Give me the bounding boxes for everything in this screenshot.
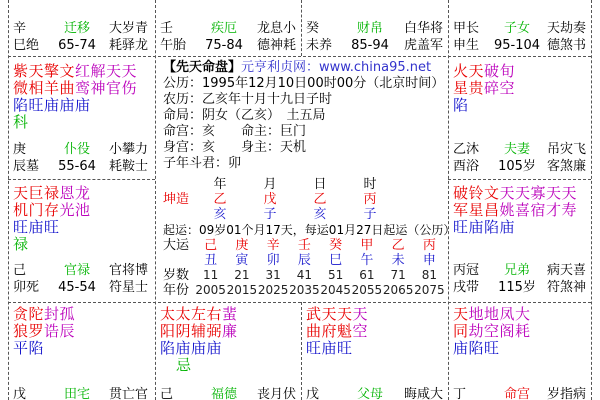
palace-shen-gods-2: 德煞书 — [547, 38, 587, 53]
year-value: 2075 — [414, 283, 445, 297]
bazi-header-row — [163, 177, 445, 192]
year-value: 2065 — [382, 283, 414, 297]
major-stars: 太太左右 — [160, 305, 223, 323]
palace-mao-name: 官禄 — [63, 263, 90, 278]
palace-zi-gods-1: 晦咸大 — [403, 387, 443, 400]
palace-si-info — [13, 20, 148, 54]
palace-zi-stars — [306, 306, 368, 357]
dayun-branches-row — [163, 253, 445, 268]
minor-stars: 恩龙 — [59, 184, 91, 202]
palace-chen-branch: 辰墓 — [13, 159, 40, 174]
palace-hai-gods-1: 岁指病 — [547, 387, 587, 400]
major-stars: 天巨禄 — [13, 184, 60, 202]
palace-mao-stars — [13, 185, 91, 253]
star-line — [453, 80, 515, 97]
age-value: 11 — [202, 268, 219, 282]
grid-line-col3-top — [301, 0, 302, 56]
minor-stars: 空 — [352, 322, 369, 340]
palace-wei-stem: 癸 — [306, 21, 320, 36]
palace-si-name: 迁移 — [63, 21, 90, 36]
year-value: 2045 — [320, 283, 351, 297]
brightness-ratings: 陷旺庙庙庙 — [13, 96, 91, 114]
age-value: 41 — [296, 268, 313, 282]
dayun-branch: 午 — [360, 253, 374, 268]
dayun-branch: 寅 — [235, 253, 249, 268]
palace-hai-stars — [453, 306, 531, 357]
palace-yin-stem: 戊 — [13, 387, 27, 400]
chart-title: 【先天命盘】 — [163, 60, 242, 75]
palace-chou-gods-1: 丧月伏 — [256, 387, 296, 400]
star-line — [13, 306, 75, 323]
star-line — [13, 63, 137, 80]
major-stars: 武天天 — [306, 305, 353, 323]
palace-wu-branch: 午胎 — [160, 38, 187, 53]
minor-stars: 破旬 — [484, 62, 516, 80]
center-panel — [163, 60, 456, 298]
palace-xu-stars — [453, 185, 577, 236]
age-value: 21 — [234, 268, 250, 282]
gregorian-date: 公历：1995年12月10日00时00分（北京时间） — [163, 76, 445, 91]
palace-you-name: 夫妻 — [503, 142, 530, 157]
palace-wei-gods-1: 白华将 — [403, 21, 443, 36]
palace-wu-gods-1: 龙息小 — [256, 21, 296, 36]
palace-chen-name: 仆役 — [63, 142, 90, 157]
col-month: 月 — [263, 177, 277, 192]
palace-zi-info — [306, 386, 443, 400]
dayun-label: 大运 — [163, 238, 190, 253]
bazi-stem: 戊 — [263, 192, 277, 207]
year-value: 2055 — [351, 283, 383, 297]
grid-line-row3 — [8, 302, 591, 303]
palace-shen-info — [453, 20, 586, 54]
brightness-ratings: 庙陷旺 — [453, 339, 500, 357]
brightness-ratings: 旺庙旺 — [306, 339, 353, 357]
grid-line-right — [591, 0, 592, 400]
palace-hai-stem: 丁 — [453, 387, 467, 400]
palace-yin-name: 田宅 — [63, 387, 90, 400]
lunar-date: 农历：乙亥年十月十九日子时 — [163, 92, 333, 107]
palace-si-stem: 辛 — [13, 21, 27, 36]
major-stars: 狼罗 — [13, 322, 45, 340]
star-line — [453, 63, 515, 80]
palace-xu-info — [453, 262, 586, 296]
star-line — [453, 202, 577, 219]
grid-line-row1 — [8, 56, 591, 57]
bazi-stems-row — [163, 192, 445, 207]
palace-chou-stem: 己 — [160, 387, 174, 400]
palace-xu-name: 兄弟 — [503, 263, 530, 278]
age-label: 岁数 — [163, 268, 190, 283]
palace-you-info — [453, 141, 586, 175]
ming-gong: 命宫：亥 命主：巨门 — [163, 124, 307, 139]
age-row — [163, 268, 445, 283]
site-name: 元亨利贞网： — [241, 60, 320, 75]
minor-stars: 廉 — [222, 322, 238, 340]
palace-si-branch: 巳绝 — [13, 38, 40, 53]
major-stars: 火天 — [453, 62, 485, 80]
star-line — [306, 323, 368, 340]
ming-ju: 命局：阴女（乙亥） 土五局 — [163, 108, 326, 123]
dayun-stem: 丙 — [422, 238, 436, 253]
palace-wu-age: 75-84 — [205, 38, 243, 53]
major-stars: 同 — [453, 322, 469, 340]
grid-line-row2-right — [448, 179, 591, 180]
palace-mao-age: 45-54 — [58, 280, 96, 295]
bazi-stem: 乙 — [313, 192, 327, 207]
palace-shen-branch: 申生 — [453, 38, 480, 53]
minor-stars: 姚喜宿才寿 — [499, 201, 578, 219]
star-line — [306, 306, 368, 323]
palace-si-age: 65-74 — [58, 38, 96, 53]
bazi-branches-row — [163, 207, 445, 222]
palace-you-stars — [453, 63, 515, 114]
palace-shen-name: 子女 — [503, 21, 530, 36]
palace-shen-gods-1: 天劫奏 — [547, 21, 587, 36]
minor-stars: 劫空阁耗 — [468, 322, 531, 340]
major-stars: 紫天擎文 — [13, 62, 76, 80]
palace-shen-age: 95-104 — [493, 38, 541, 53]
palace-xu-age: 115岁 — [498, 280, 536, 295]
palace-chou-info — [160, 386, 296, 400]
palace-chen-stem: 庚 — [13, 142, 27, 157]
major-stars: 破铃文 — [453, 184, 500, 202]
bazi-branch: 亥 — [213, 207, 227, 222]
sihua-ji: 忌 — [176, 356, 192, 374]
col-day: 日 — [313, 177, 327, 192]
palace-you-gods-1: 吊灾飞 — [547, 142, 587, 157]
bazi-branch: 子 — [363, 207, 377, 222]
grid-line-col3-bottom — [301, 302, 302, 400]
star-line — [13, 80, 137, 97]
dayun-stem: 乙 — [391, 238, 405, 253]
star-line — [453, 306, 531, 323]
palace-zi-stem: 戊 — [306, 387, 320, 400]
site-url[interactable]: www.china95.net — [319, 60, 432, 75]
dayun-stem: 癸 — [329, 238, 343, 253]
star-line — [453, 185, 577, 202]
palace-mao-gods-2: 符星士 — [108, 280, 148, 295]
palace-mao-stem: 己 — [13, 263, 27, 278]
palace-xu-branch: 戌带 — [453, 280, 480, 295]
title-line — [163, 60, 445, 76]
dayun-stem: 庚 — [235, 238, 249, 253]
year-value: 2005 — [195, 283, 226, 297]
minor-stars: 鸾神官伤 — [75, 79, 138, 97]
palace-chen-gods-2: 耗鞍士 — [108, 159, 148, 174]
bazi-stem: 丙 — [363, 192, 377, 207]
major-stars: 天 — [453, 305, 469, 323]
year-label: 年份 — [163, 283, 190, 298]
palace-you-age: 105岁 — [498, 159, 536, 174]
palace-wu-info — [160, 20, 296, 54]
palace-wei-name: 财帛 — [356, 21, 383, 36]
year-value: 2015 — [226, 283, 258, 297]
major-stars: 军星昌 — [453, 201, 500, 219]
palace-yin-info — [13, 386, 148, 400]
minor-stars: 诰辰 — [44, 322, 76, 340]
year-row — [163, 283, 445, 298]
palace-yin-stars — [13, 306, 75, 357]
minor-stars: 地地凤大 — [468, 305, 531, 323]
star-line — [453, 323, 531, 340]
age-value: 31 — [265, 268, 281, 282]
bazi-branch: 子 — [263, 207, 277, 222]
palace-hai-info — [453, 386, 586, 400]
palace-mao-info — [13, 262, 148, 296]
palace-shen-stem: 甲长 — [453, 21, 480, 36]
palace-wei-gods-2: 虎盖军 — [403, 38, 443, 53]
palace-wu-stem: 壬 — [160, 21, 174, 36]
dayun-branch: 卯 — [266, 253, 280, 268]
col-hour: 时 — [363, 177, 377, 192]
age-value: 71 — [390, 268, 406, 282]
dayun-stem: 壬 — [297, 238, 311, 253]
palace-wu-gods-2: 德神耗 — [256, 38, 296, 53]
sihua-ke: 科 — [13, 113, 29, 131]
palace-chen-gods-1: 小攀力 — [108, 142, 148, 157]
brightness-ratings: 旺庙旺 — [13, 218, 60, 236]
star-line — [13, 202, 91, 219]
grid-line-col4 — [448, 0, 449, 400]
major-stars: 星贵 — [453, 79, 485, 97]
grid-line-left — [8, 0, 9, 400]
brightness-ratings: 陷庙庙庙 — [160, 339, 223, 357]
palace-chen-age: 55-64 — [58, 159, 96, 174]
major-stars: 曲府魁 — [306, 322, 353, 340]
palace-xu-gods-1: 病天喜 — [547, 263, 587, 278]
dayun-branch: 巳 — [329, 253, 343, 268]
sihua-lu: 禄 — [13, 235, 29, 253]
palace-wei-branch: 未养 — [306, 38, 333, 53]
major-stars: 贪陀 — [13, 305, 45, 323]
year-value: 2025 — [257, 283, 289, 297]
palace-mao-branch: 卯死 — [13, 280, 40, 295]
palace-chou-name: 福德 — [210, 387, 237, 400]
bazi-stem: 乙 — [213, 192, 227, 207]
brightness-ratings: 旺庙陷庙 — [453, 218, 516, 236]
qiyun-line: 起运：09岁01个月17天，每运01月27日起运（公历） — [163, 223, 456, 237]
star-line — [160, 323, 238, 340]
palace-wei-info — [306, 20, 443, 54]
dayun-branch: 辰 — [297, 253, 311, 268]
palace-chen-info — [13, 141, 148, 175]
dayun-stem: 辛 — [266, 238, 280, 253]
star-line — [13, 185, 91, 202]
dayun-branch: 申 — [422, 253, 436, 268]
palace-you-gods-2: 客煞廉 — [547, 159, 587, 174]
palace-hai-name: 命宫 — [503, 387, 530, 400]
palace-mao-gods-1: 官将博 — [108, 263, 148, 278]
col-year: 年 — [213, 177, 227, 192]
brightness-ratings: 陷 — [453, 96, 469, 114]
palace-xu-stem: 丙冠 — [453, 263, 480, 278]
minor-stars: 天 — [352, 305, 369, 323]
palace-xu-gods-2: 符煞神 — [547, 280, 587, 295]
palace-wu-name: 疾厄 — [210, 21, 237, 36]
minor-stars: 天天寡天天 — [499, 184, 578, 202]
major-stars: 机门存 — [13, 201, 60, 219]
palace-you-stem: 乙沐 — [453, 142, 480, 157]
minor-stars: 碎空 — [484, 79, 516, 97]
star-line — [160, 306, 238, 323]
dou-jun: 子年斗君：卯 — [163, 156, 242, 171]
dayun-branch: 未 — [391, 253, 405, 268]
major-stars: 阳阴辅弼 — [160, 322, 223, 340]
palace-wei-age: 85-94 — [351, 38, 389, 53]
major-stars: 微相羊曲 — [13, 79, 76, 97]
minor-stars: 红解天天 — [75, 62, 138, 80]
palace-yin-gods-1: 贯亡官 — [108, 387, 148, 400]
bazi-branch: 亥 — [313, 207, 327, 222]
age-value: 51 — [327, 268, 344, 282]
year-value: 2035 — [289, 283, 320, 297]
dayun-branch: 丑 — [204, 253, 218, 268]
brightness-ratings: 平陷 — [13, 339, 45, 357]
kun-zao-label: 坤造 — [163, 192, 190, 207]
palace-si-gods-1: 大岁青 — [108, 21, 148, 36]
age-value: 81 — [421, 268, 438, 282]
palace-you-branch: 酉浴 — [453, 159, 480, 174]
palace-si-gods-2: 耗驿龙 — [108, 38, 148, 53]
palace-chou-stars — [160, 306, 238, 374]
dayun-stem: 甲 — [360, 238, 374, 253]
minor-stars: 封孤 — [44, 305, 76, 323]
minor-stars: 蜚 — [222, 305, 238, 323]
dayun-stem: 己 — [204, 238, 218, 253]
palace-zi-name: 父母 — [356, 387, 383, 400]
grid-line-col2 — [155, 0, 156, 400]
shen-gong: 身宫：亥 身主：天机 — [163, 140, 307, 155]
minor-stars: 光池 — [59, 201, 91, 219]
age-value: 61 — [359, 268, 375, 282]
star-line — [13, 323, 75, 340]
dayun-stems-row — [163, 238, 445, 253]
grid-line-row2-left — [8, 179, 155, 180]
palace-chen-stars — [13, 63, 137, 131]
